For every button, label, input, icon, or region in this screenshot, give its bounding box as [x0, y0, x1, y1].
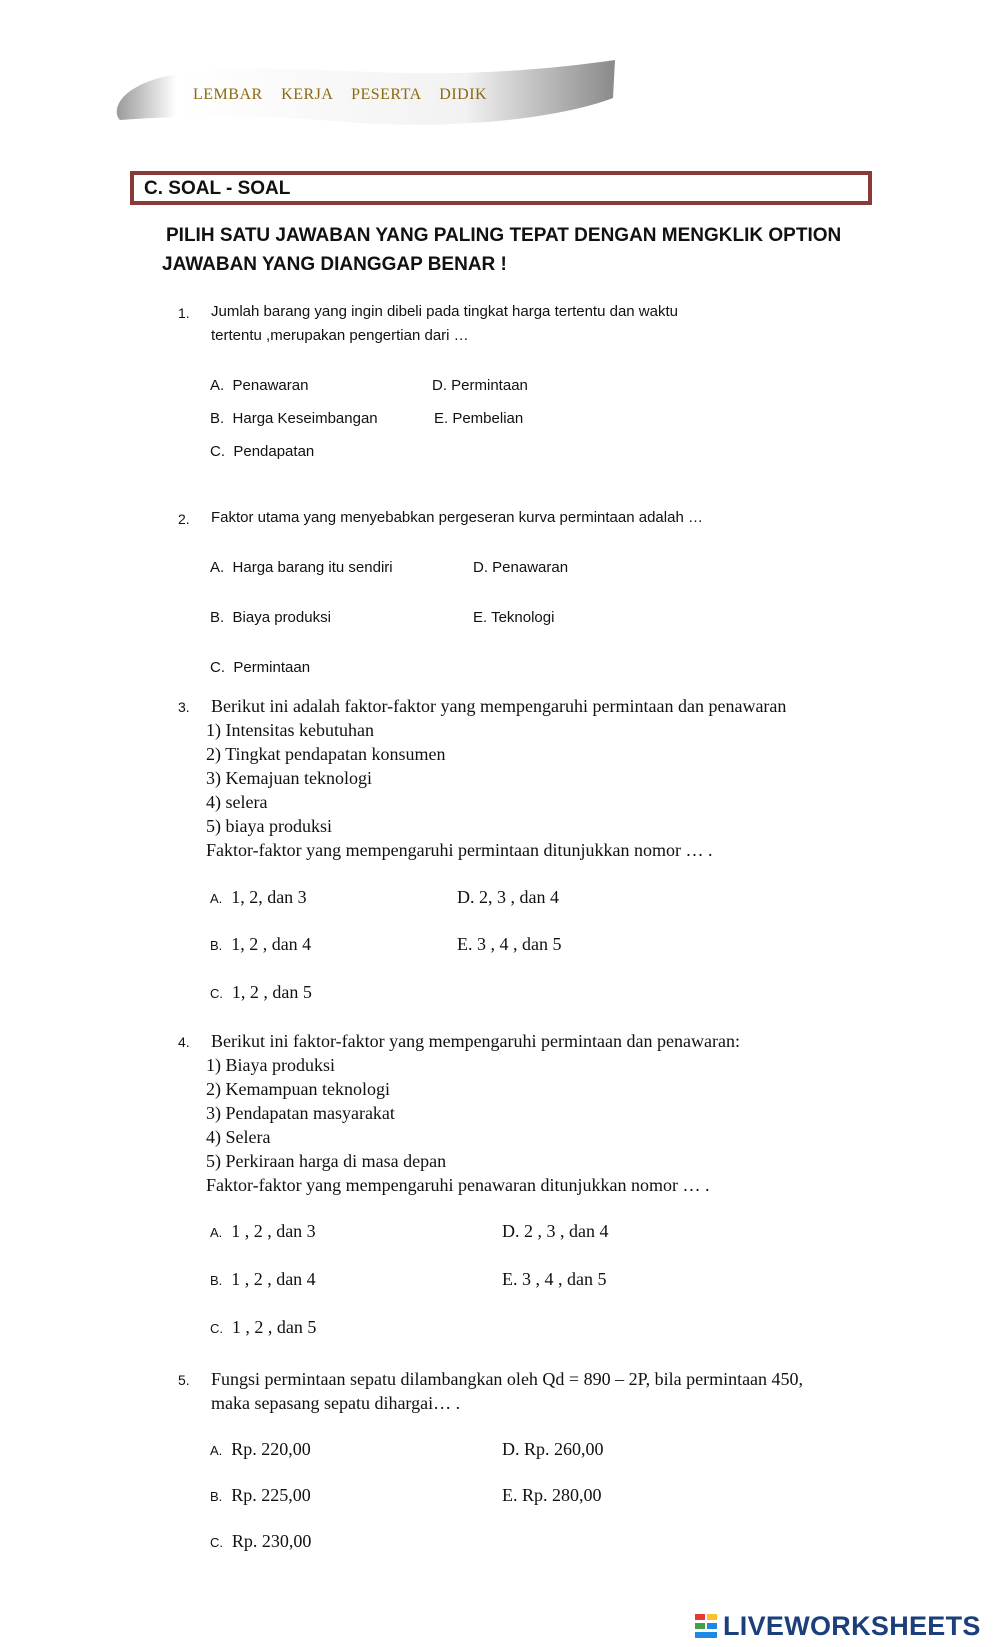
q4-option-b-text: 1 , 2 , dan 4: [231, 1269, 316, 1289]
q5-option-a-label: A.: [210, 1443, 223, 1458]
question-5-number: 5.: [178, 1372, 190, 1388]
q5-option-d[interactable]: D. Rp. 260,00: [502, 1439, 604, 1459]
q5-option-e[interactable]: E. Rp. 280,00: [502, 1485, 602, 1505]
section-title-box: [130, 171, 872, 205]
question-3-text-line-3: 2) Tingkat pendapatan konsumen: [206, 744, 446, 764]
q2-option-a[interactable]: [210, 559, 393, 576]
q4-option-d[interactable]: D. 2 , 3 , dan 4: [502, 1221, 609, 1241]
question-4-number: 4.: [178, 1034, 190, 1050]
question-4-text-line-3: 2) Kemampuan teknologi: [206, 1079, 390, 1099]
q3-option-c-label: C.: [210, 986, 223, 1001]
q2-option-b[interactable]: [210, 609, 331, 626]
q5-option-b-text: Rp. 225,00: [231, 1485, 311, 1505]
q1-option-b-text: Harga Keseimbangan: [232, 410, 378, 427]
q5-option-a-text: Rp. 220,00: [231, 1439, 311, 1459]
q4-option-a-label: A.: [210, 1225, 223, 1240]
q5-option-a[interactable]: [210, 1439, 311, 1460]
q3-option-a-text: 1, 2, dan 3: [231, 887, 307, 907]
q5-option-c[interactable]: [210, 1531, 311, 1552]
q3-option-c[interactable]: [210, 982, 312, 1003]
q4-option-c-text: 1 , 2 , dan 5: [231, 1317, 317, 1337]
question-3-text-line-5: 4) selera: [206, 792, 268, 812]
q1-option-d[interactable]: D. Permintaan: [432, 377, 528, 394]
q3-option-a[interactable]: [210, 887, 307, 908]
q4-option-b-label: B.: [210, 1273, 223, 1288]
q2-option-d[interactable]: D. Penawaran: [473, 559, 569, 576]
q2-option-a-label: A.: [210, 559, 225, 576]
q2-option-c[interactable]: [210, 659, 310, 676]
logo-block-base: [695, 1632, 717, 1638]
q2-option-b-label: B.: [210, 609, 225, 626]
liveworksheets-logo-text: LIVEWORKSHEETS: [723, 1611, 981, 1641]
q3-option-a-label: A.: [210, 891, 223, 906]
q2-option-c-text: Permintaan: [233, 659, 311, 676]
question-1-text-line-1: Jumlah barang yang ingin dibeli pada tingkat harga tertentu dan waktu: [211, 303, 678, 320]
question-4-text-line-4: 3) Pendapatan masyarakat: [206, 1103, 395, 1123]
q3-option-b-text: 1, 2 , dan 4: [231, 934, 312, 954]
instruction-line-1: PILIH SATU JAWABAN YANG PALING TEPAT DENGAN MENGKLIK OPTION: [166, 225, 842, 246]
q4-option-a-text: 1 , 2 , dan 3: [231, 1221, 316, 1241]
section-title: C. SOAL - SOAL: [144, 178, 291, 199]
q1-option-a-label: A.: [210, 377, 225, 394]
logo-block-yellow: [707, 1614, 717, 1620]
question-1-text-line-2: tertentu ,merupakan pengertian dari …: [211, 327, 469, 344]
question-3-text-line-4: 3) Kemajuan teknologi: [206, 768, 372, 788]
q5-option-c-text: Rp. 230,00: [231, 1531, 312, 1551]
question-4-text-line-2: 1) Biaya produksi: [206, 1055, 335, 1075]
q2-option-a-text: Harga barang itu sendiri: [232, 559, 393, 576]
liveworksheets-logo-icon: [695, 1612, 719, 1642]
instruction-line-2: JAWABAN YANG DIANGGAP BENAR !: [162, 254, 507, 275]
q1-option-b-label: B.: [210, 410, 225, 427]
q4-option-b[interactable]: [210, 1269, 316, 1290]
q2-option-b-text: Biaya produksi: [232, 609, 331, 626]
q1-option-a[interactable]: [210, 377, 308, 394]
question-5-text-line-2: maka sepasang sepatu dihargai… .: [211, 1393, 461, 1413]
q3-option-b[interactable]: [210, 934, 311, 955]
logo-block-green: [695, 1623, 705, 1629]
logo-block-blue: [707, 1623, 717, 1629]
q4-option-c-label: C.: [210, 1321, 223, 1336]
question-1-number: 1.: [178, 305, 190, 321]
question-3-text-line-7: Faktor-faktor yang mempengaruhi permintaan ditunjukkan nomor … .: [206, 840, 713, 860]
question-2-text-line-1: Faktor utama yang menyebabkan pergeseran kurva permintaan adalah …: [211, 509, 703, 526]
q3-option-d[interactable]: D. 2, 3 , dan 4: [457, 887, 559, 907]
question-3-text-line-2: 1) Intensitas kebutuhan: [206, 720, 374, 740]
q3-option-e[interactable]: E. 3 , 4 , dan 5: [457, 934, 562, 954]
q1-option-c-label: C.: [210, 443, 225, 460]
logo-block-red: [695, 1614, 705, 1620]
q3-option-c-text: 1, 2 , dan 5: [231, 982, 312, 1002]
q2-option-e[interactable]: E. Teknologi: [473, 609, 555, 626]
question-3-number: 3.: [178, 699, 190, 715]
question-2-number: 2.: [178, 511, 190, 527]
banner-title: LEMBAR KERJA PESERTA DIDIK: [193, 86, 488, 103]
q4-option-a[interactable]: [210, 1221, 316, 1242]
q4-option-e[interactable]: E. 3 , 4 , dan 5: [502, 1269, 607, 1289]
q1-option-c-text: Pendapatan: [233, 443, 315, 460]
q5-option-b[interactable]: [210, 1485, 311, 1506]
question-4-text-line-5: 4) Selera: [206, 1127, 271, 1147]
q5-option-c-label: C.: [210, 1535, 223, 1550]
q1-option-a-text: Penawaran: [232, 377, 309, 394]
question-5-text-line-1: Fungsi permintaan sepatu dilambangkan oleh Qd = 890 – 2P, bila permintaan 450,: [211, 1369, 804, 1389]
q3-option-b-label: B.: [210, 938, 223, 953]
q1-option-b[interactable]: [210, 410, 378, 427]
q1-option-e[interactable]: E. Pembelian: [434, 410, 524, 427]
question-3-text-line-1: Berikut ini adalah faktor-faktor yang mempengaruhi permintaan dan penawaran: [211, 696, 787, 716]
q5-option-b-label: B.: [210, 1489, 223, 1504]
question-4-text-line-6: 5) Perkiraan harga di masa depan: [206, 1151, 447, 1171]
q2-option-c-label: C.: [210, 659, 225, 676]
question-4-text-line-1: Berikut ini faktor-faktor yang mempengaruhi permintaan dan penawaran:: [211, 1031, 740, 1051]
question-4-text-line-7: Faktor-faktor yang mempengaruhi penawaran ditunjukkan nomor … .: [206, 1175, 710, 1195]
q1-option-c[interactable]: [210, 443, 314, 460]
question-3-text-line-6: 5) biaya produksi: [206, 816, 332, 836]
q4-option-c[interactable]: [210, 1317, 316, 1338]
